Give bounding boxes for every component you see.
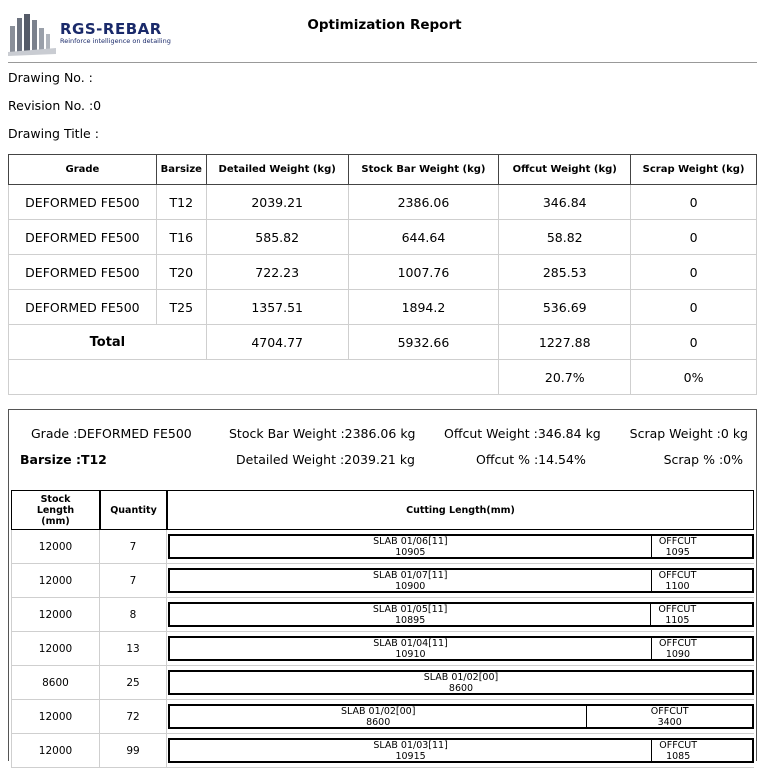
offcut-segment xyxy=(652,570,704,591)
quantity-cell: 72 xyxy=(100,700,167,734)
percent-row xyxy=(9,360,757,395)
total-offcut: 1227.88 xyxy=(499,325,631,360)
table-row xyxy=(11,734,754,768)
col-offcut-weight: Offcut Weight (kg) xyxy=(499,155,631,185)
cell-grade: DEFORMED FE500 xyxy=(9,185,157,220)
total-stock: 5932.66 xyxy=(348,325,499,360)
quantity-cell: 25 xyxy=(100,666,167,700)
cell-stock: 644.64 xyxy=(348,220,499,255)
stock-length-cell: 12000 xyxy=(11,530,100,564)
segment-label: SLAB 01/02[00] xyxy=(340,705,416,717)
weight-summary-table xyxy=(8,154,757,395)
drawing-title: Drawing Title : xyxy=(8,126,99,141)
offcut-segment xyxy=(652,638,704,659)
segment-length: 10910 xyxy=(395,648,426,660)
logo-tagline: Reinforce intelligence on detailing xyxy=(60,37,171,45)
cutting-header-row xyxy=(11,490,754,530)
segment-label: OFFCUT xyxy=(650,705,689,717)
detail-detailed-weight: Detailed Weight :2039.21 kg xyxy=(236,452,415,467)
total-scrap: 0 xyxy=(631,325,757,360)
segment-length: 1090 xyxy=(665,648,691,660)
segment-length: 10900 xyxy=(395,580,426,592)
quantity-cell: 13 xyxy=(100,632,167,666)
offcut-segment xyxy=(652,740,704,761)
total-row xyxy=(9,325,757,360)
segment-label: SLAB 01/06[11] xyxy=(373,535,448,547)
cutting-bar-cell xyxy=(167,564,754,598)
cell-barsize: T16 xyxy=(156,220,206,255)
col-stock-length: Stock Length (mm) xyxy=(11,490,100,530)
col-stock-bar-weight: Stock Bar Weight (kg) xyxy=(348,155,499,185)
detail-scrap-pct: Scrap % :0% xyxy=(663,452,743,467)
detail-offcut-weight: Offcut Weight :346.84 kg xyxy=(444,426,601,441)
logo-text: RGS-REBAR xyxy=(60,20,162,38)
cutting-bar-cell xyxy=(167,530,754,564)
cell-scrap: 0 xyxy=(631,220,757,255)
cut-segment xyxy=(170,672,752,693)
table-row xyxy=(11,632,754,666)
segment-length: 10915 xyxy=(395,750,426,762)
segment-label: OFFCUT xyxy=(659,739,698,751)
total-detailed: 4704.77 xyxy=(206,325,348,360)
table-row xyxy=(11,564,754,598)
offcut-segment xyxy=(652,536,704,557)
col-grade: Grade xyxy=(9,155,157,185)
cell-barsize: T25 xyxy=(156,290,206,325)
segment-length: 1095 xyxy=(665,546,690,558)
col-quantity: Quantity xyxy=(100,490,167,530)
quantity-cell: 99 xyxy=(100,734,167,768)
offcut-segment xyxy=(587,706,752,727)
offcut-segment xyxy=(651,604,703,625)
cell-grade: DEFORMED FE500 xyxy=(9,255,157,290)
cutting-bar-cell xyxy=(167,632,754,666)
detail-offcut-pct: Offcut % :14.54% xyxy=(476,452,586,467)
cell-detailed: 2039.21 xyxy=(206,185,348,220)
table-row xyxy=(9,255,757,290)
col-scrap-weight: Scrap Weight (kg) xyxy=(631,155,757,185)
table-row xyxy=(11,598,754,632)
segment-length: 1085 xyxy=(666,750,691,762)
segment-label: SLAB 01/07[11] xyxy=(373,569,448,581)
summary-header-row xyxy=(9,155,757,185)
cell-offcut: 285.53 xyxy=(499,255,631,290)
stock-length-cell: 12000 xyxy=(11,632,100,666)
segment-length: 1105 xyxy=(665,614,690,626)
offcut-percent: 20.7% xyxy=(499,360,631,395)
stock-length-cell: 12000 xyxy=(11,598,100,632)
cutting-bar xyxy=(168,738,754,763)
segment-length: 8600 xyxy=(448,682,474,694)
cut-segment xyxy=(170,570,652,591)
cutting-bar-cell xyxy=(167,700,754,734)
cutting-bar-cell xyxy=(167,598,754,632)
quantity-cell: 7 xyxy=(100,530,167,564)
table-row xyxy=(11,666,754,700)
segment-length: 1100 xyxy=(665,580,690,592)
table-row xyxy=(11,700,754,734)
segment-length: 3400 xyxy=(657,716,682,728)
cutting-bar xyxy=(168,636,754,661)
barsize-detail-panel xyxy=(8,409,757,761)
col-detailed-weight: Detailed Weight (kg) xyxy=(206,155,348,185)
detail-scrap-weight: Scrap Weight :0 kg xyxy=(629,426,748,441)
detail-grade: Grade :DEFORMED FE500 xyxy=(31,426,192,441)
segment-label: SLAB 01/04[11] xyxy=(373,637,448,649)
segment-length: 8600 xyxy=(366,716,391,728)
detail-stock-bar-weight: Stock Bar Weight :2386.06 kg xyxy=(229,426,416,441)
stock-length-cell: 12000 xyxy=(11,700,100,734)
cutting-table xyxy=(11,490,754,768)
report-title: Optimization Report xyxy=(307,17,462,33)
percent-spacer xyxy=(9,360,499,395)
drawing-no: Drawing No. : xyxy=(8,70,93,85)
cell-detailed: 1357.51 xyxy=(206,290,348,325)
cutting-bar xyxy=(168,568,754,593)
quantity-cell: 7 xyxy=(100,564,167,598)
segment-label: OFFCUT xyxy=(658,603,697,615)
segment-label: SLAB 01/02[00] xyxy=(423,671,499,683)
cell-detailed: 722.23 xyxy=(206,255,348,290)
cell-scrap: 0 xyxy=(631,290,757,325)
cutting-rows xyxy=(11,530,754,768)
cell-offcut: 58.82 xyxy=(499,220,631,255)
cell-barsize: T12 xyxy=(156,185,206,220)
cell-offcut: 346.84 xyxy=(499,185,631,220)
cut-segment xyxy=(170,740,652,761)
quantity-cell: 8 xyxy=(100,598,167,632)
header-divider xyxy=(8,62,757,63)
cell-barsize: T20 xyxy=(156,255,206,290)
cell-stock: 1007.76 xyxy=(348,255,499,290)
cell-grade: DEFORMED FE500 xyxy=(9,290,157,325)
cell-offcut: 536.69 xyxy=(499,290,631,325)
cell-grade: DEFORMED FE500 xyxy=(9,220,157,255)
revision-no: Revision No. :0 xyxy=(8,98,102,113)
segment-label: OFFCUT xyxy=(658,569,697,581)
cut-segment xyxy=(170,536,652,557)
cut-segment xyxy=(170,604,651,625)
segment-length: 10895 xyxy=(395,614,426,626)
col-cutting-length: Cutting Length(mm) xyxy=(167,490,754,530)
table-row xyxy=(11,530,754,564)
report-header xyxy=(0,0,769,62)
cutting-bar xyxy=(168,602,754,627)
cut-segment xyxy=(170,638,652,659)
cutting-bar-cell xyxy=(167,734,754,768)
cutting-bar xyxy=(168,534,754,559)
segment-label: SLAB 01/03[11] xyxy=(373,739,448,751)
segment-label: OFFCUT xyxy=(659,637,697,649)
cell-scrap: 0 xyxy=(631,185,757,220)
cutting-bar-cell xyxy=(167,666,754,700)
cell-detailed: 585.82 xyxy=(206,220,348,255)
detail-barsize: Barsize :T12 xyxy=(20,452,107,467)
col-barsize: Barsize xyxy=(156,155,206,185)
table-row xyxy=(9,290,757,325)
scrap-percent: 0% xyxy=(631,360,757,395)
segment-label: SLAB 01/05[11] xyxy=(372,603,448,615)
stock-length-cell: 12000 xyxy=(11,564,100,598)
table-row xyxy=(9,220,757,255)
cutting-bar xyxy=(168,704,754,729)
cell-scrap: 0 xyxy=(631,255,757,290)
stock-length-cell: 8600 xyxy=(11,666,100,700)
cut-segment xyxy=(170,706,587,727)
cutting-bar xyxy=(168,670,754,695)
cell-stock: 2386.06 xyxy=(348,185,499,220)
segment-label: OFFCUT xyxy=(658,535,697,547)
cell-stock: 1894.2 xyxy=(348,290,499,325)
total-label: Total xyxy=(9,325,207,360)
segment-length: 10905 xyxy=(395,546,426,558)
stock-length-cell: 12000 xyxy=(11,734,100,768)
table-row xyxy=(9,185,757,220)
